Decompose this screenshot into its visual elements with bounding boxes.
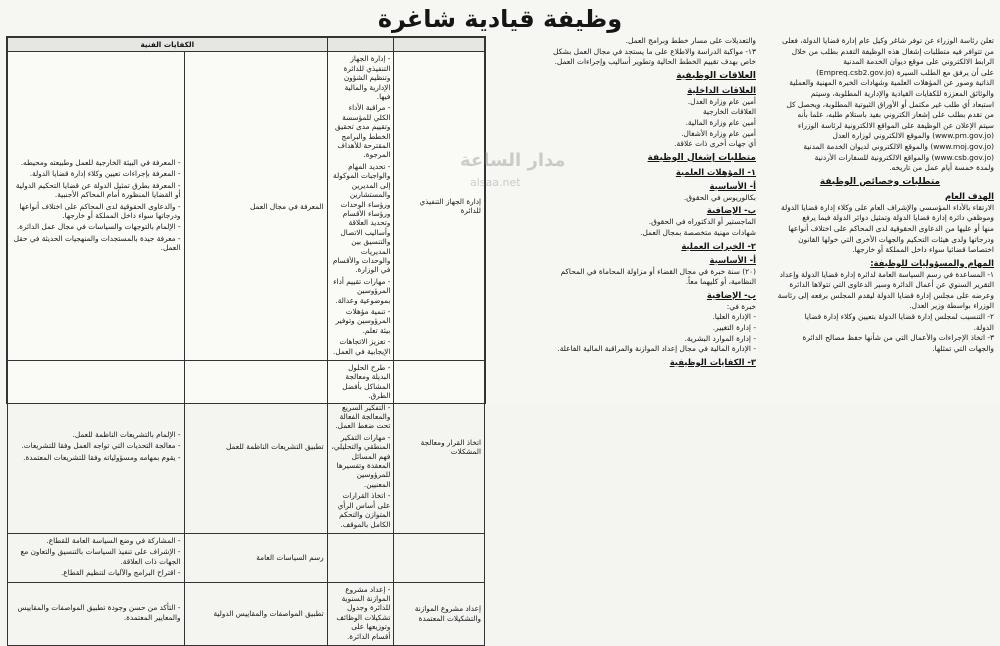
duty-line: الدولة. <box>973 322 994 332</box>
continued-line: والتعديلات على مسار خطط وبرامج العمل. <box>625 36 756 45</box>
intro-line: استبعاد أي طلب غير مكتمل أو الأوراق الثبوتية المطلوبة، ويحصل كل <box>786 99 994 109</box>
list-item: - تعزيز الاتجاهات الإيجابية في العمل. <box>333 337 391 356</box>
list-item: - معرفة جيدة بالمستجدات والمنهجيات الحديثة في حقل العمل. <box>13 233 181 253</box>
list-item: - تحديد المهام والواجبات الموكولة إلى المديرين والمستشارين ورؤساء الوحدات ورؤساء الأقسام وتحديد العلاقة وأساليب الاتصال والتنسيق بين المديريات والوحدات والأقسام في الوزارة. <box>332 161 391 275</box>
duty-line: والجهات التي تمثلها. <box>932 343 994 353</box>
experience-extra-item: - الإدارة المالية في مجال إعداد الموازنة والمراقبة المالية الفاعلة. <box>557 344 756 354</box>
list-item: - طرح الحلول البديلة ومعالجة المشاكل بأفضل الطرق. <box>342 363 391 401</box>
intro-line: تعلن رئاسة الوزراء عن توفر شاغر وكيل عام إدارة قضايا الدولة، فعلى <box>782 36 994 45</box>
experience-extra-item: خبرة في: <box>726 301 756 311</box>
cell-text: المشكلات <box>450 446 481 456</box>
table-cell-category <box>394 52 485 361</box>
list-item: - المعرفة بإجراءات تعيين وكلاء إدارة قضايا الدولة. <box>29 169 181 179</box>
duty-line: ٢- التنسيب لمجلس إدارة قضايا الدولة بتعيين وكلاء إدارة قضايا <box>804 312 994 322</box>
list-item: - التفكير السريع والمعالجة الفعالة تحت ضغط العمل. <box>335 402 391 431</box>
intro-line: من تقدم بطلب على إشعار الكتروني بفيد باستلام طلبه، علما بأنه <box>797 110 994 120</box>
duty-line: ٣- اتخاذ الإجراءات والأعمال التي من شأنها حفظ مصالح الدائرة <box>802 333 994 343</box>
table-cell-area <box>184 533 327 582</box>
list-item: - والدعاوى الحقوقية لدى المحاكم على اختلاف أنواعها ودرجاتها سواء داخل المملكة أو خارجها. <box>19 201 181 220</box>
intro-line: سيتم الإعلان عن الوظيفة على المواقع الالكترونية لرئاسة الوزراء <box>797 120 994 130</box>
table-cell-details <box>327 533 394 582</box>
intro-line: (www.csb.gov.jo) والمواقع الالكترونية للسفارات الأردنية <box>814 152 994 162</box>
internal-relations-heading: العلاقات الداخلية <box>687 84 756 95</box>
education-heading: ١- المؤهلات العلمية <box>675 166 756 177</box>
table-cell-area <box>184 52 327 361</box>
column-intro <box>766 36 994 404</box>
table-cell-area <box>184 582 327 645</box>
intro-line: (www.moj.gov.jo) والموقع الالكتروني لديوان الخدمة المدنية <box>803 141 994 151</box>
table-header-row <box>8 38 485 52</box>
cell-text: إعداد مشروع الموازنة <box>414 604 481 614</box>
table-cell-category <box>394 361 485 534</box>
relation-item: أمين عام وزارة العدل. <box>687 96 756 106</box>
experience-extra-item: - إدارة التغيير. <box>712 322 756 332</box>
goal-line: منها أو عليها من الدعاوى الحقوقية لدى المحاكم على اختلاف أنواعها <box>788 223 994 233</box>
relation-item: أي جهات أخرى ذات علاقة. <box>674 139 756 149</box>
experience-extra-item: - الإدارة العليا. <box>712 312 756 322</box>
goal-heading: الهدف العام <box>944 190 994 201</box>
cell-text: إدارة الجهاز التنفيذي <box>419 196 481 206</box>
education-extra-item: الماجستير أو الدكتوراه في الحقوق. <box>648 217 756 227</box>
cell-text: اتخاذ القرار ومعالجة <box>420 437 481 447</box>
cell-text: والتشكيلات المعتمدة <box>418 613 481 623</box>
cell-text: المعرفة في مجال العمل <box>250 201 324 211</box>
continued-line: خاص بهدف تقييم الخطط الحالية وتطوير أساليب وإجراءات العمل. <box>554 57 756 67</box>
requirements-heading: متطلبات وخصائص الوظيفة <box>819 176 941 187</box>
experience-basic-item: (٢٠) سنة خبرة في مجال القضاء أو مزاولة المحاماة في المحاكم <box>560 266 756 276</box>
table-cell-description <box>8 533 185 582</box>
duty-line: التقرير السنوي عن أعمال الدائرة وسير الدعاوى التي تتولاها الدائرة <box>789 280 994 290</box>
education-extra-item: شهادات مهنية متخصصة بمجال العمل. <box>640 227 756 237</box>
education-basic-item: بكالوريوس في الحقوق. <box>683 192 756 202</box>
list-item: - اتخاذ القرارات على أساس الرأي المتوازن والتحكم الكامل بالموقف. <box>337 491 391 529</box>
competencies-table-wrapper <box>6 36 486 641</box>
relation-item: أمين عام وزارة الأشغال. <box>681 128 756 138</box>
list-item: - التأكد من حسن وجودة تطبيق المواصفات والمقاييس والمعايير المعتمدة. <box>17 603 181 622</box>
intro-line: الذاتية وصور عن المؤهلات العلمية وشهادات الخبرة المهنية والعملية <box>789 78 994 88</box>
education-basic-heading: أ- الأساسية <box>709 180 756 191</box>
table-cell-area <box>184 361 327 534</box>
relation-item: العلاقات الخارجية <box>702 107 756 117</box>
table-cell-details <box>327 361 394 534</box>
table-cell-category <box>394 533 485 582</box>
table-row <box>8 582 485 645</box>
page-title: وظيفة قيادية شاغرة <box>377 5 623 33</box>
table-cell-details <box>327 582 394 645</box>
competencies-table <box>7 37 485 646</box>
list-item: - إدارة الجهاز التنفيذي للدائرة وتنظيم الشؤون الإدارية والمالية فيها. <box>343 54 391 102</box>
competencies-heading: ٣- الكفايات الوظيفية <box>669 356 756 367</box>
cell-text: رسم السياسات العامة <box>256 553 324 563</box>
intro-paragraph <box>766 36 994 173</box>
goal-line: اختصاصا قضائيا سواء داخل المملكة أو خارجها. <box>852 245 994 255</box>
goal-line: الارتقاء بالأداء المؤسسي والإشراف العام على وكلاء إدارة قضايا الدولة <box>780 202 994 212</box>
experience-extra-heading: ب- الإضافية <box>706 289 756 300</box>
table-row <box>8 533 485 582</box>
relation-item: أمين عام وزارة المالية. <box>685 117 756 127</box>
experience-basic-heading: أ- الأساسية <box>709 254 756 265</box>
table-row <box>8 361 485 534</box>
cell-text: تطبيق المواصفات والمقاييس الدولية <box>213 609 324 619</box>
list-item: - يقوم بمهامه ومسؤولياته وفقا للتشريعات المعتمدة. <box>23 452 181 462</box>
list-item: - تنمية مؤهلات المرؤوسين وتوفير بيئة تعلم. <box>335 306 391 335</box>
table-row <box>8 52 485 361</box>
cell-text: تطبيق التشريعات الناظمة للعمل <box>225 442 324 452</box>
continued-line: ١٣- مواكبة الدراسة والاطلاع على ما يستجد في مجال العمل بشكل <box>552 46 756 56</box>
table-cell-description <box>8 582 185 645</box>
title-bar <box>240 2 760 36</box>
intro-line: الرابط الالكتروني على موقع ديوان الخدمة المدنية <box>843 57 994 67</box>
list-item: - إعداد مشروع الموازنة السنوية للدائرة وجدول تشكيلات الوظائف وتوزيعها على أقسام الدائرة. <box>336 584 391 641</box>
list-item: - اقتراح البرامج والآليات لتنظيم القطاع. <box>60 568 181 578</box>
list-item: - المشاركة في وضع السياسة العامة للقطاع. <box>46 535 181 545</box>
experience-basic-item: النظامية، أو كليهما معاً. <box>685 277 756 287</box>
list-item: - معالجة التحديات التي تواجه العمل وفقا للتشريعات. <box>21 441 181 451</box>
education-extra-heading: ب- الإضافية <box>706 205 756 216</box>
table-cell-details <box>327 52 394 361</box>
intro-line: (www.pm.gov.jo) والموقع الالكتروني لوزارة العدل <box>832 131 994 141</box>
experience-heading: ٢- الخبرات العملية <box>681 240 756 251</box>
list-item: - الإشراف على تنفيذ السياسات بالتنسيق والتعاون مع الجهات ذات العلاقة. <box>20 547 181 566</box>
experience-extra-item: - إدارة الموارد البشرية. <box>684 333 756 343</box>
list-item: - مراقبة الأداء الكلي للمؤسسة وتقييم مدى تحقيق الخطط والبرامج المقترحة للأهداف المرجوة. <box>335 103 391 160</box>
list-item: - مهارات تقييم أداء المرؤوسين بموضوعية وعدالة. <box>333 276 391 305</box>
table-header-empty <box>394 38 485 52</box>
column-relations <box>494 36 756 404</box>
table-header-empty <box>327 38 394 52</box>
list-item: - المعرفة بطرق تمثيل الدولة عن قضايا التحكيم الدولية أو القضايا المنظورة أمام المحاكم الأجنبية. <box>15 180 181 200</box>
goal-line: وموظفي دائرة إدارة قضايا الدولة وتمثيل دوائر الدولة فيما يرفع <box>802 213 994 223</box>
list-item: - مهارات التفكير المنطقي والتحليلي، فهم المسائل المعقدة وتفسيرها للمرؤوسين المعنيين. <box>331 432 391 489</box>
table-cell-description <box>8 52 185 361</box>
table-cell-description <box>8 361 185 534</box>
intro-line: ولمدة خمسة أيام عمل من تاريخه. <box>889 163 994 173</box>
intro-link-line: (Empreq.csb2.gov.jo) على أن يرفق مع الطلب السيرة <box>816 67 994 77</box>
cell-text: للدائرة <box>460 206 481 216</box>
job-requirements-heading: متطلبات إشغال الوظيفة <box>647 152 756 163</box>
list-item: - المعرفة في البيئة الخارجية للعمل وطبيعته ومحيطه. <box>20 157 181 167</box>
list-item: - الإلمام بالتوجهات والسياسات في مجال عمل الدائرة. <box>16 222 181 232</box>
watermark-url: alsaa.net <box>470 176 521 189</box>
intro-line: من تتوافر فيه متطلبات إشغال هذه الوظيفة التقدم بطلب من خلال <box>791 46 994 56</box>
table-header-technical: الكفايات الفنية <box>8 38 328 52</box>
intro-line: والوثائق المعززة للكفايات القيادية والإدارية المطلوبة، وسيتم <box>810 88 994 98</box>
table-cell-category <box>394 582 485 645</box>
duties-heading: المهام والمسؤوليات للوظيفة: <box>870 257 994 268</box>
duty-line: الوزراء بواسطة وزير العدل. <box>909 301 994 311</box>
relations-heading: العلاقات الوظيفية <box>676 70 756 81</box>
duty-line: ١- المساعدة في رسم السياسة العامة لدائرة إدارة قضايا الدولة وإعداد <box>779 269 994 279</box>
list-item: - الإلمام بالتشريعات الناظمة للعمل. <box>72 429 181 439</box>
goal-paragraph <box>766 203 994 255</box>
duties-list <box>766 270 994 354</box>
goal-line: ودرجاتها ولدى هيئات التحكيم والجهات الأخرى التي خولها القانون <box>798 234 994 244</box>
watermark-logo: مدار الساعة <box>460 150 566 171</box>
duty-line: وعرضه على مجلس إدارة قضايا الدولة ليقدم المجلس برفعه إلى رئاسة <box>777 290 994 300</box>
